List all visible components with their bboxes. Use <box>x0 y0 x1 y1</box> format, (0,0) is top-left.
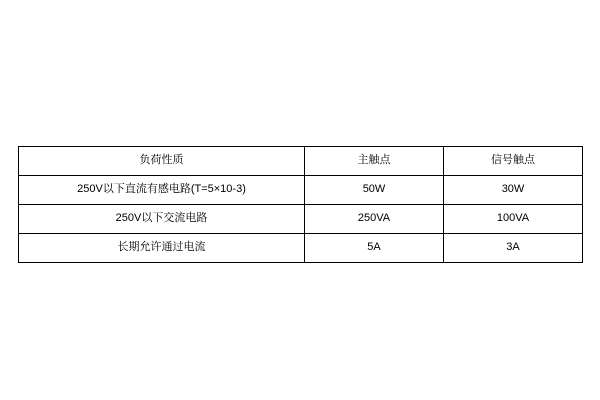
table-row <box>19 176 583 205</box>
cell-signal-contact: 30W <box>444 176 583 205</box>
column-header-main-contact: 主触点 <box>305 147 444 176</box>
table-row <box>19 234 583 263</box>
cell-main-contact: 50W <box>305 176 444 205</box>
cell-main-contact: 5A <box>305 234 444 263</box>
spec-table-container <box>18 146 582 263</box>
table-header-row <box>19 147 583 176</box>
contact-rating-table <box>18 146 583 263</box>
cell-load-property: 长期允许通过电流 <box>19 234 305 263</box>
column-header-signal-contact: 信号触点 <box>444 147 583 176</box>
cell-signal-contact: 3A <box>444 234 583 263</box>
cell-load-property: 250V以下直流有感电路(T=5×10-3) <box>19 176 305 205</box>
column-header-load-property: 负荷性质 <box>19 147 305 176</box>
cell-signal-contact: 100VA <box>444 205 583 234</box>
cell-load-property: 250V以下交流电路 <box>19 205 305 234</box>
cell-main-contact: 250VA <box>305 205 444 234</box>
table-row <box>19 205 583 234</box>
